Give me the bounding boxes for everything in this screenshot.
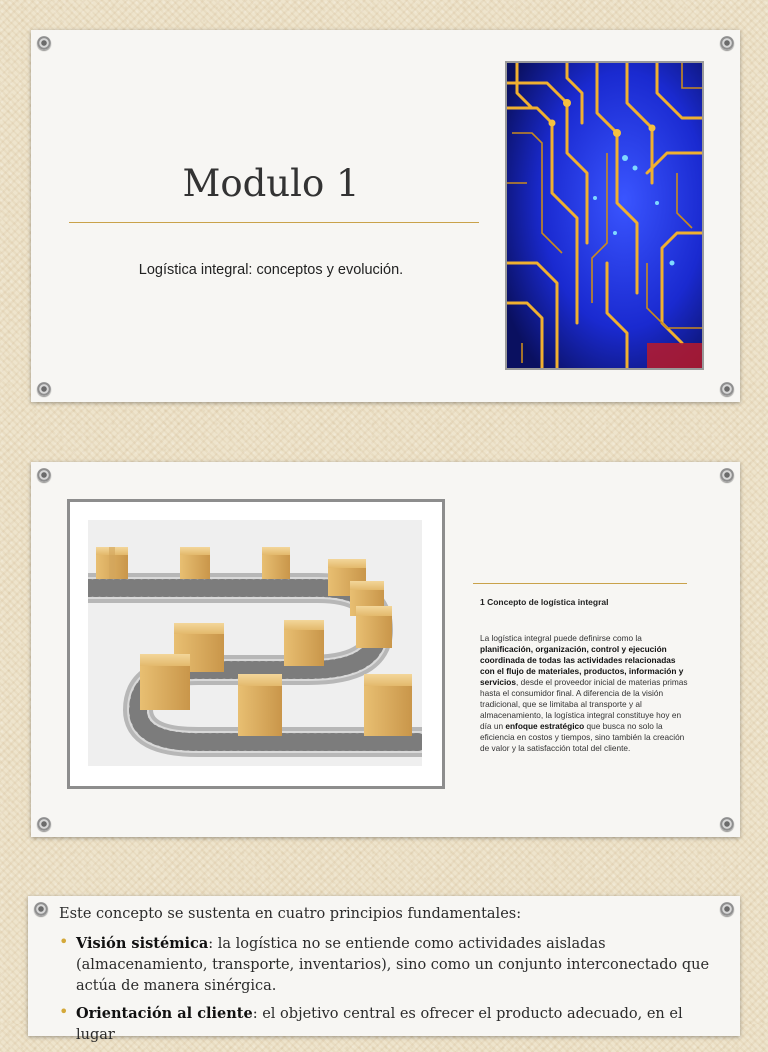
principles-list [59,933,719,1052]
pushpin-icon [37,36,51,50]
divider [69,222,479,223]
pushpin-icon [720,817,734,831]
list-item-term: Orientación al cliente [76,1005,253,1022]
list-item [59,1003,719,1046]
image-frame [67,499,445,789]
list-item [59,933,719,997]
pushpin-icon [37,382,51,396]
body-text-bold: planificación, organización, control y ejecución coordinada de todas las actividades relacionadas con el flujo de materiales, productos, información y servicios [480,644,684,687]
slide-title [31,30,740,402]
intro-text: Este concepto se sustenta en cuatro principios fundamentales: [59,906,522,922]
list-item-text: : la logística no se entiende como actividades aisladas (almacenamiento, transporte, inventarios), sino como un conjunto interconectado que actúa de manera sinérgica. [76,936,710,994]
section-heading: 1 Concepto de logística integral [480,597,609,607]
pushpin-icon [720,382,734,396]
body-text-part: , desde el proveedor inicial de materias primas hasta el consumidor final. A diferencia de la visión tradicional, que se limitaba al transporte y al almacenamiento, la logística integral constituye hoy en día un [480,677,688,731]
pushpin-icon [34,902,48,916]
pushpin-icon [720,468,734,482]
slide-title-heading: Modulo 1 [182,162,360,205]
body-text [480,633,692,754]
pushpin-icon [720,36,734,50]
body-text-part: que busca no solo la eficiencia en costos y tiempos, sino también la creación de valor y la satisfacción total del cliente. [480,721,685,753]
divider [473,583,687,584]
conveyor-boxes-image [88,520,422,766]
list-item-text: : el objetivo central es ofrecer el producto adecuado, en el lugar [76,1006,683,1043]
circuit-board-image [505,61,704,370]
pushpin-icon [37,817,51,831]
pushpin-icon [720,902,734,916]
pushpin-icon [37,468,51,482]
slide-concept [31,462,740,837]
slide-subtitle: Logística integral: conceptos y evolución. [138,262,404,278]
body-text-bold: enfoque estratégico [505,721,585,731]
body-text-part: La logística integral puede definirse como la [480,633,642,643]
list-item-term: Visión sistémica [76,935,209,952]
slide-principles [28,896,740,1043]
